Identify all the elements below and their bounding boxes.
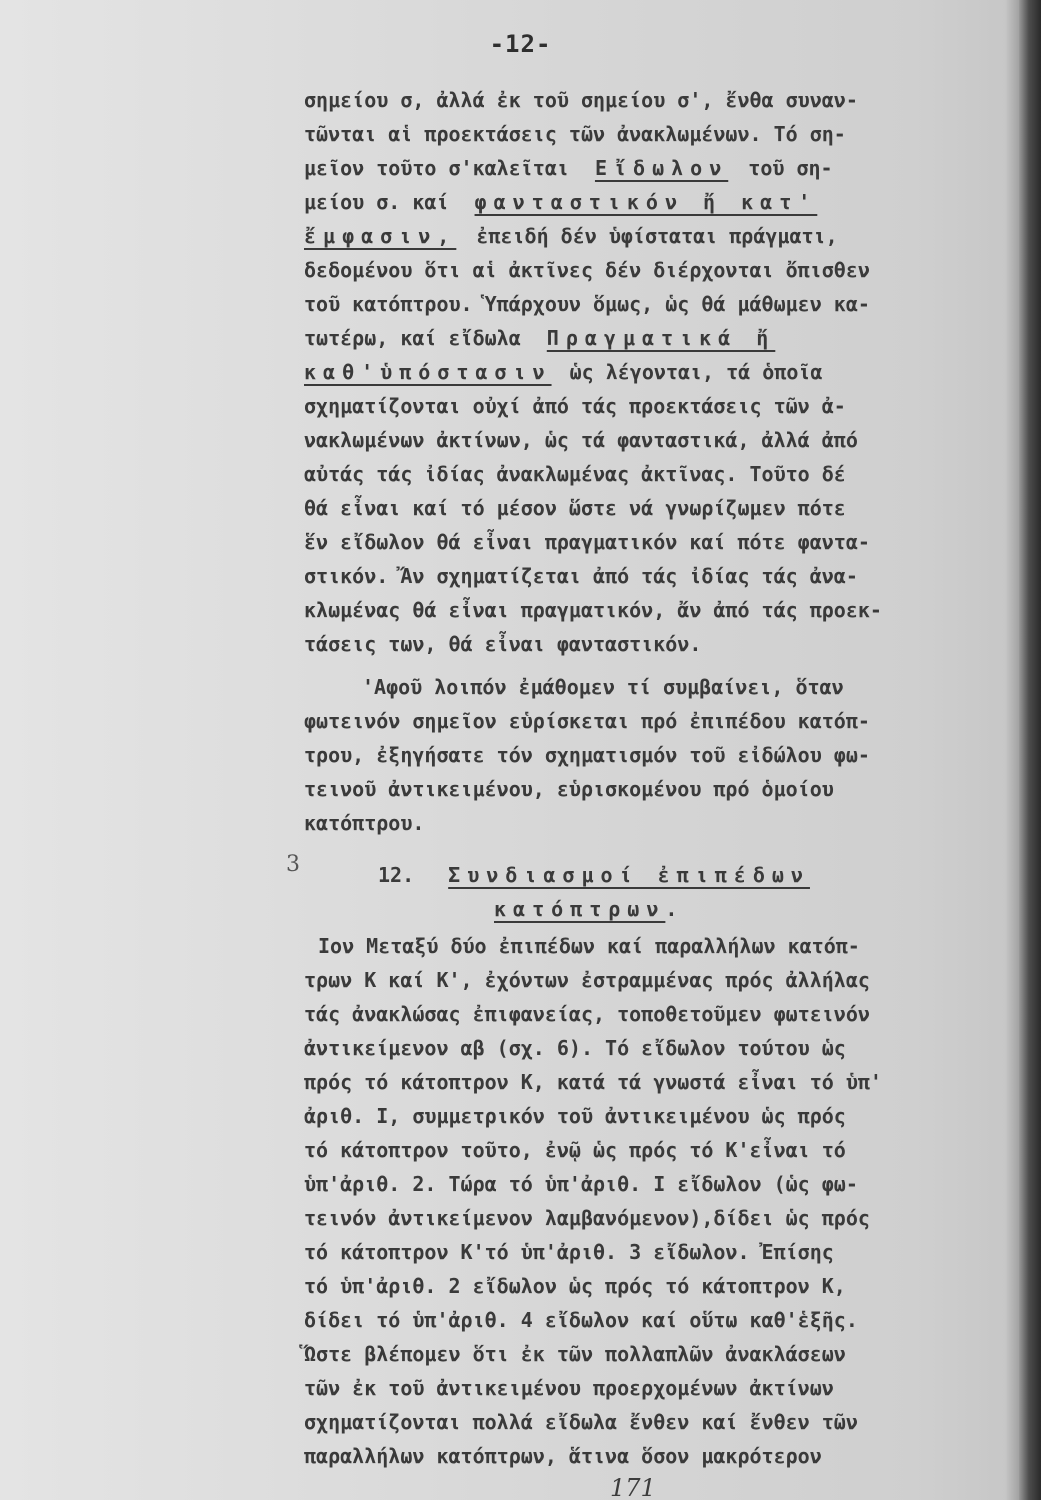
term-eidolon: Εἴδωλον: [594, 156, 729, 180]
text-line: τεινόν ἀντικείμενον λαμβανόμενον),δίδει ὡς πρός: [304, 1206, 870, 1230]
text-line: τρου, ἐξηγήσατε τόν σχηματισμόν τοῦ εἰδώλου φω-: [304, 743, 870, 767]
term-emfasin: ἔμφασιν,: [304, 224, 457, 248]
text-line: σχηματίζονται πολλά εἴδωλα ἔνθεν καί ἔνθεν τῶν: [304, 1410, 858, 1434]
text-line: ἕν εἴδωλον θά εἶναι πραγματικόν καί πότε φαντα-: [304, 530, 870, 554]
text-line: τάς ἀνακλώσας ἐπιφανείας, τοποθετοῦμεν φωτεινόν: [304, 1002, 870, 1026]
text-line: τρων Κ καί Κ', ἐχόντων ἐστραμμένας πρός ἀλλήλας: [304, 968, 870, 992]
margin-annotation: 3: [286, 852, 300, 877]
text-line: κλωμένας θά εἶναι πραγματικόν, ἄν ἀπό τάς προεκ-: [304, 598, 882, 622]
term-fantastikon: φανταστικόν ἤ κατ': [474, 190, 818, 214]
section-title-period: .: [665, 897, 678, 921]
text-line: στικόν. Ἄν σχηματίζεται ἀπό τάς ἰδίας τάς ἀνα-: [304, 564, 858, 588]
text-segment: ὡς λέγονται, τά ὁποῖα: [569, 360, 823, 384]
section-title-line-1: Συνδιασμοί ἐπιπέδων: [448, 863, 810, 887]
text-segment: ἐπειδή δέν ὑφίσταται πράγματι,: [476, 224, 838, 248]
text-line: [304, 219, 838, 253]
term-pragmatika: Πραγματικά ἤ: [546, 326, 776, 350]
text-line: πρός τό κάτοπτρον Κ, κατά τά γνωστά εἶναι τό ὑπ': [304, 1070, 882, 1094]
text-line: δίδει τό ὑπ'ἀριθ. 4 εἴδωλον καί οὕτω καθ'ἑξῆς.: [304, 1308, 858, 1332]
text-line: [304, 151, 833, 185]
text-line: τό κάτοπτρον τοῦτο, ἐνῷ ὡς πρός τό Κ'εἶναι τό: [304, 1138, 846, 1162]
section-number: 12.: [378, 863, 415, 887]
section-heading: [378, 858, 810, 892]
text-line: Ιον Μεταξύ δύο ἐπιπέδων καί παραλλήλων κατόπ-: [318, 934, 860, 958]
term-kath-ypostasin: καθ'ὑπόστασιν: [304, 360, 552, 384]
text-line: δεδομένου ὅτι αἱ ἀκτῖνες δέν διέρχονται ὄπισθεν: [304, 258, 870, 282]
text-line: σχηματίζονται οὐχί ἀπό τάς προεκτάσεις τῶν ἀ-: [304, 394, 846, 418]
text-line: [304, 321, 775, 355]
text-line: αὐτάς τάς ἰδίας ἀνακλωμένας ἀκτῖνας. Τοῦτο δέ: [304, 462, 846, 486]
text-line: τοῦ κατόπτρου. Ὑπάρχουν ὅμως, ὡς θά μάθωμεν κα-: [304, 292, 870, 316]
text-line: ἀντικείμενον αβ (σχ. 6). Τό εἴδωλον τούτου ὡς: [304, 1036, 846, 1060]
text-line: τό ὑπ'ἀριθ. 2 εἴδωλον ὡς πρός τό κάτοπτρον Κ,: [304, 1274, 846, 1298]
text-line: παραλλήλων κατόπτρων, ἅτινα ὅσον μακρότερον: [304, 1444, 822, 1468]
text-line: φωτεινόν σημεῖον εὑρίσκεται πρό ἐπιπέδου κατόπ-: [304, 709, 870, 733]
text-line: τεινοῦ ἀντικειμένου, εὑρισκομένου πρό ὁμοίου: [304, 777, 834, 801]
handwritten-page-number: 171: [610, 1474, 656, 1502]
text-line: ὑπ'ἀριθ. 2. Τώρα τό ὑπ'ἀριθ. Ι εἴδωλον (ὡς φω-: [304, 1172, 858, 1196]
text-line: τῶνται αἱ προεκτάσεις τῶν ἀνακλωμένων. Τό ση-: [304, 122, 846, 146]
text-line: τάσεις των, θά εἶναι φανταστικόν.: [304, 632, 702, 656]
page-number: -12-: [489, 30, 552, 58]
text-segment: μείου σ. καί: [304, 190, 449, 214]
text-line: ἀριθ. Ι, συμμετρικόν τοῦ ἀντικειμένου ὡς πρός: [304, 1104, 846, 1128]
text-line: θά εἶναι καί τό μέσον ὥστε νά γνωρίζωμεν πότε: [304, 496, 846, 520]
text-line: τό κάτοπτρον Κ'τό ὑπ'ἀριθ. 3 εἴδωλον. Ἐπίσης: [304, 1240, 834, 1264]
text-line: νακλωμένων ἀκτίνων, ὡς τά φανταστικά, ἀλλά ἀπό: [304, 428, 858, 452]
text-segment: μεῖον τοῦτο σ'καλεῖται: [304, 156, 569, 180]
text-line: κατόπτρου.: [304, 811, 425, 835]
text-line: [304, 355, 822, 389]
section-title-line-2: κατόπτρων: [494, 897, 666, 921]
text-line: 'Αφοῦ λοιπόν ἐμάθομεν τί συμβαίνει, ὅταν: [362, 675, 844, 699]
text-line: [304, 185, 817, 219]
text-segment: τωτέρω, καί εἴδωλα: [304, 326, 521, 350]
text-line: τῶν ἐκ τοῦ ἀντικειμένου προερχομένων ἀκτίνων: [304, 1376, 834, 1400]
text-line: Ὥστε βλέπομεν ὅτι ἐκ τῶν πολλαπλῶν ἀνακλάσεων: [304, 1342, 846, 1366]
text-segment: τοῦ ση-: [748, 156, 833, 180]
section-heading-continued: [494, 892, 677, 926]
text-line: σημείου σ, ἀλλά ἐκ τοῦ σημείου σ', ἔνθα συναν-: [304, 88, 858, 112]
